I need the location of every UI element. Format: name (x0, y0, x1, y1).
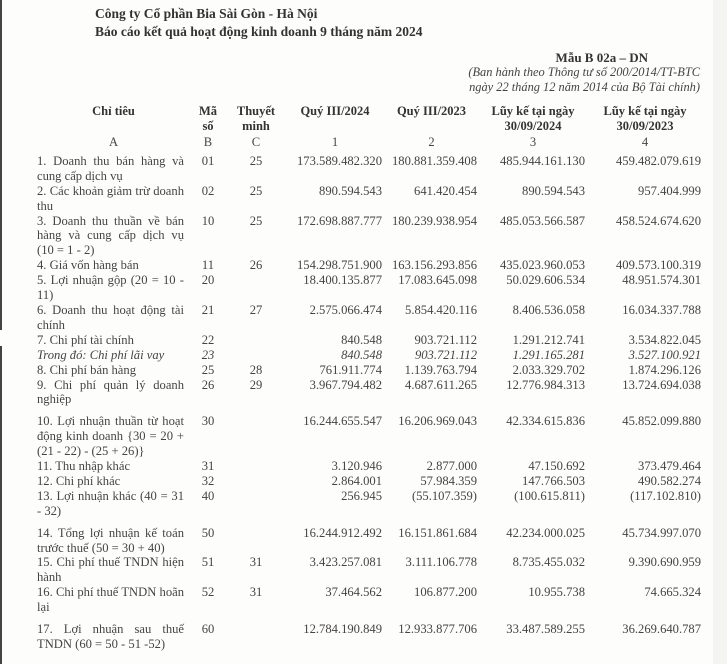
row-q3-2023-value: 12.933.877.706 (398, 622, 477, 637)
row-note: 31 (249, 585, 263, 600)
row-code: 51 (201, 555, 215, 570)
row-ytd-2024-value: 47.150.692 (528, 459, 585, 474)
row-q3-2024-value: 761.911.774 (319, 362, 382, 377)
report-title: Báo cáo kết quả hoạt động kinh doanh 9 tháng năm 2024 (95, 24, 423, 39)
table-row (37, 363, 703, 378)
row-ytd-2023-value: 36.269.640.787 (622, 622, 701, 637)
row-ytd-2023-value: 13.724.694.038 (622, 377, 701, 392)
row-code: 02 (201, 183, 215, 198)
row-note (226, 273, 286, 303)
row-q3-2024-value: 12.784.190.849 (303, 622, 382, 637)
income-statement-table (37, 104, 703, 652)
row-ytd-2023-value: 48.951.574.301 (622, 273, 701, 288)
row-note: 25 (249, 153, 263, 168)
row-q3-2023-value: 16.206.969.043 (398, 414, 477, 429)
row-ytd-2023-value: 490.582.274 (638, 473, 701, 488)
table-row (37, 348, 703, 363)
row-ytd-2023-value: 9.390.690.959 (628, 555, 701, 570)
row-ytd-2024-value: 42.234.000.025 (506, 525, 585, 540)
subheader-b: B (203, 135, 213, 149)
row-item-label: 16. Chi phí thuế TNDN hoãn lại (37, 585, 184, 615)
table-row (37, 214, 703, 259)
row-code: 23 (201, 347, 215, 362)
form-code: Mẫu B 02a – DN (555, 50, 648, 65)
subheader-2: 2 (428, 135, 435, 149)
row-ytd-2024-value: 33.487.589.255 (506, 622, 585, 637)
column-header-ytd-2023: Lũy kế tại ngày 30/09/2023 (603, 104, 687, 133)
table-row (37, 519, 703, 556)
row-code: 52 (201, 585, 215, 600)
row-q3-2024-value: 16.244.912.492 (303, 525, 382, 540)
table-row (37, 184, 703, 214)
row-q3-2023-value: 5.854.420.116 (405, 302, 477, 317)
row-note: 31 (249, 555, 263, 570)
row-ytd-2024-value: 485.944.161.130 (499, 153, 585, 168)
row-ytd-2023-value: 459.482.079.619 (615, 153, 701, 168)
column-header-q3-2023: Quý III/2023 (396, 104, 467, 118)
row-code: 10 (201, 213, 215, 228)
row-q3-2023-value: 17.083.645.098 (398, 273, 477, 288)
row-q3-2024-value: 256.945 (341, 488, 382, 503)
row-q3-2024-value: 173.589.482.320 (296, 153, 382, 168)
company-name: Công ty Cổ phần Bia Sài Gòn - Hà Nội (95, 6, 318, 21)
row-q3-2024-value: 18.400.135.877 (303, 273, 382, 288)
row-q3-2024-value: 3.967.794.482 (309, 377, 382, 392)
table-row (37, 489, 703, 519)
row-ytd-2023-value: 3.534.822.045 (628, 332, 701, 347)
row-q3-2023-value: 4.687.611.265 (405, 377, 477, 392)
row-q3-2023-value: 180.881.359.408 (391, 153, 477, 168)
column-header-ytd-2024: Lũy kế tại ngày 30/09/2024 (491, 104, 575, 133)
form-issuance-line-1: (Ban hành theo Thông tư số 200/2014/TT-BTC (468, 65, 700, 79)
row-item-label: 8. Chi phí bán hàng (37, 362, 136, 377)
row-item-label: 13. Lợi nhuận khác (40 = 31 - 32) (37, 488, 184, 518)
row-ytd-2023-value: 74.665.324 (644, 585, 701, 600)
row-q3-2024-value: 172.698.887.777 (296, 213, 382, 228)
table-row (37, 474, 703, 489)
row-note (226, 333, 286, 348)
row-q3-2024-value: 840.548 (341, 332, 382, 347)
column-header-item: Chỉ tiêu (92, 104, 135, 118)
row-note: 26 (249, 258, 263, 273)
row-q3-2024-value: 890.594.543 (319, 183, 382, 198)
row-code: 40 (201, 488, 215, 503)
row-item-label: 12. Chi phí khác (37, 473, 121, 488)
row-q3-2023-value: 106.877.200 (414, 585, 477, 600)
row-q3-2024-value: 16.244.655.547 (303, 414, 382, 429)
row-ytd-2024-value: 8.735.455.032 (512, 555, 585, 570)
row-ytd-2023-value: 16.034.337.788 (622, 302, 701, 317)
row-code: 32 (201, 473, 215, 488)
row-ytd-2024-value: 42.334.615.836 (506, 414, 585, 429)
table-header (37, 104, 703, 154)
subheader-a: A (108, 135, 119, 149)
row-item-label: 3. Doanh thu thuần về bán hàng và cung cấp dịch vụ (10 = 1 - 2) (37, 213, 184, 258)
row-item-label: 15. Chi phí thuế TNDN hiện hành (37, 555, 184, 585)
row-item-label: 5. Lợi nhuận gộp (20 = 10 - 11) (37, 273, 184, 303)
row-q3-2023-value: 16.151.861.684 (398, 525, 477, 540)
row-item-label: 7. Chi phí tài chính (37, 332, 134, 347)
row-q3-2024-value: 3.120.946 (331, 459, 382, 474)
row-q3-2023-value: 180.239.938.954 (391, 213, 477, 228)
row-note (226, 489, 286, 519)
row-ytd-2024-value: 1.291.165.281 (512, 347, 585, 362)
row-item-label: 14. Tổng lợi nhuận kế toán trước thuế (50 = 30 + 40) (37, 525, 184, 555)
row-item-label: 4. Giá vốn hàng bán (37, 258, 139, 273)
row-item-label: 2. Các khoản giảm trừ doanh thu (37, 183, 184, 213)
row-ytd-2023-value: 45.734.997.070 (622, 525, 701, 540)
row-q3-2023-value: 3.111.106.778 (405, 555, 477, 570)
row-item-label: 17. Lợi nhuận sau thuế TNDN (60 = 50 - 51 -52) (37, 622, 184, 651)
row-q3-2024-value: 154.298.751.900 (296, 258, 382, 273)
row-ytd-2023-value: 373.479.464 (638, 459, 701, 474)
row-note: 29 (249, 377, 263, 392)
row-ytd-2024-value: 147.766.503 (522, 473, 585, 488)
row-code: 21 (201, 302, 215, 317)
row-q3-2024-value: 37.464.562 (325, 585, 382, 600)
column-header-q3-2024: Quý III/2024 (300, 104, 370, 118)
row-ytd-2024-value: 8.406.536.058 (512, 302, 585, 317)
row-note (226, 348, 286, 363)
table-body (37, 154, 703, 652)
row-ytd-2024-value: 12.776.984.313 (506, 377, 585, 392)
row-q3-2024-value: 3.423.257.081 (309, 555, 382, 570)
row-note: 27 (249, 302, 263, 317)
row-item-label: Trong đó: Chi phí lãi vay (37, 347, 165, 362)
table-row (37, 273, 703, 303)
row-ytd-2024-value: (100.615.811) (514, 488, 585, 503)
row-q3-2023-value: 641.420.454 (414, 183, 477, 198)
table-row (37, 459, 703, 474)
row-note: 25 (249, 213, 263, 228)
row-note: 28 (249, 362, 263, 377)
row-ytd-2023-value: (117.102.810) (630, 488, 701, 503)
row-code: 60 (201, 622, 215, 637)
row-ytd-2023-value: 45.852.099.880 (622, 414, 701, 429)
row-ytd-2024-value: 890.594.543 (522, 183, 585, 198)
row-q3-2024-value: 840.548 (341, 347, 382, 362)
row-q3-2023-value: (55.107.359) (411, 488, 477, 503)
row-ytd-2024-value: 485.053.566.587 (499, 213, 585, 228)
row-code: 22 (201, 332, 215, 347)
row-ytd-2023-value: 957.404.999 (638, 183, 701, 198)
row-code: 01 (201, 153, 215, 168)
column-header-code: Mã số (198, 104, 218, 133)
row-q3-2023-value: 903.721.112 (414, 347, 477, 362)
table-row (37, 378, 703, 408)
row-code: 11 (201, 258, 215, 273)
row-note: 25 (249, 183, 263, 198)
table-row (37, 555, 703, 585)
row-item-label: 6. Doanh thu hoạt động tài chính (37, 302, 184, 332)
row-item-label: 10. Lợi nhuận thuần từ hoạt động kinh doanh {30 = 20 + (21 - 22) - (25 + 26)} (37, 414, 184, 459)
table-row (37, 258, 703, 273)
row-q3-2024-value: 2.575.066.474 (309, 302, 382, 317)
row-item-label: 1. Doanh thu bán hàng và cung cấp dịch vụ (37, 153, 184, 183)
row-note (226, 407, 286, 459)
row-code: 50 (201, 525, 215, 540)
row-note (226, 615, 286, 652)
row-ytd-2024-value: 435.023.960.053 (499, 258, 585, 273)
row-ytd-2024-value: 50.029.606.534 (506, 273, 585, 288)
table-row (37, 333, 703, 348)
column-header-note: Thuyết minh (236, 104, 276, 133)
row-q3-2024-value: 2.864.001 (331, 473, 382, 488)
row-ytd-2024-value: 1.291.212.741 (512, 332, 585, 347)
subheader-4: 4 (641, 135, 649, 149)
row-ytd-2024-value: 10.955.738 (528, 585, 585, 600)
row-ytd-2024-value: 2.033.329.702 (512, 362, 585, 377)
row-ytd-2023-value: 458.524.674.620 (615, 213, 701, 228)
row-ytd-2023-value: 409.573.100.319 (615, 258, 701, 273)
row-q3-2023-value: 163.156.293.856 (391, 258, 477, 273)
row-code: 25 (201, 362, 215, 377)
table-row (37, 303, 703, 333)
form-issuance-line-2: ngày 22 tháng 12 năm 2014 của Bộ Tài chính) (469, 80, 700, 94)
table-row (37, 615, 703, 652)
row-code: 26 (201, 377, 215, 392)
form-reference-block (0, 50, 727, 95)
subheader-3: 3 (529, 135, 537, 149)
row-item-label: 9. Chi phí quản lý doanh nghiệp (37, 377, 184, 407)
table-row (37, 154, 703, 184)
row-note (226, 474, 286, 489)
row-q3-2023-value: 57.984.359 (420, 473, 477, 488)
table-row (37, 407, 703, 459)
row-code: 30 (201, 414, 215, 429)
row-ytd-2023-value: 3.527.100.921 (628, 347, 701, 362)
row-q3-2023-value: 903.721.112 (414, 332, 477, 347)
subheader-1: 1 (331, 135, 339, 149)
row-q3-2023-value: 2.877.000 (426, 459, 477, 474)
row-q3-2023-value: 1.139.763.794 (404, 362, 477, 377)
row-note (226, 519, 286, 556)
row-ytd-2023-value: 1.874.296.126 (628, 362, 701, 377)
row-code: 20 (201, 273, 215, 288)
row-code: 31 (201, 459, 215, 474)
subheader-c: C (251, 135, 261, 149)
row-item-label: 11. Thu nhập khác (37, 459, 131, 474)
row-note (226, 459, 286, 474)
table-row (37, 585, 703, 615)
